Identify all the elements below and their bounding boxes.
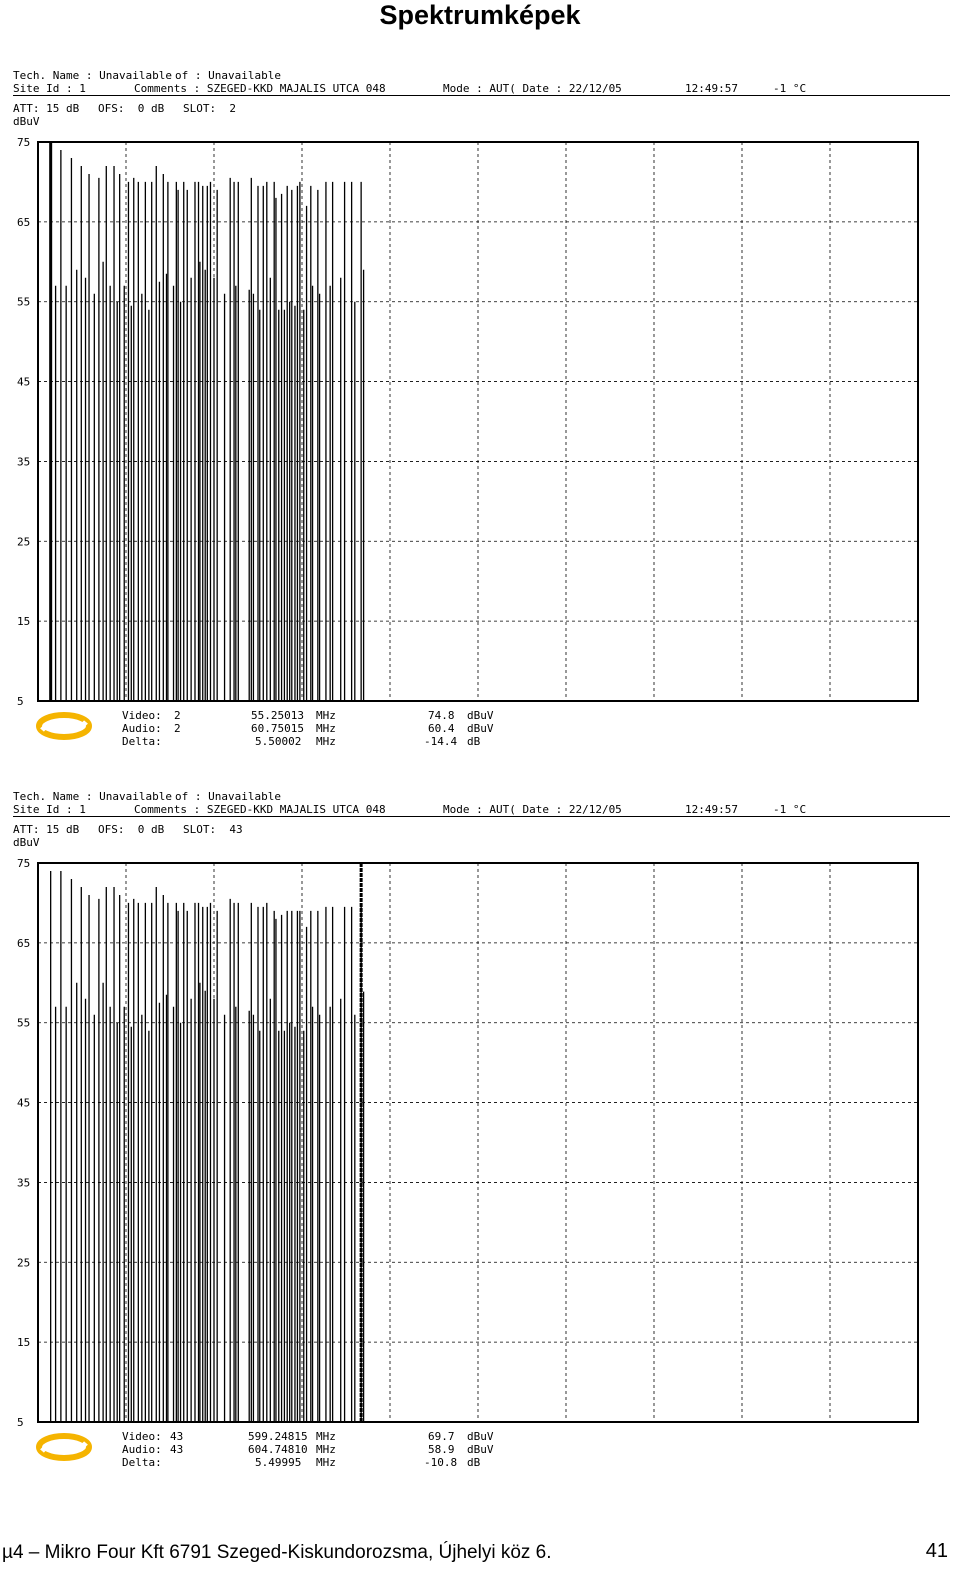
y-unit-label: dBuV (13, 115, 40, 128)
spectrum-plot (0, 66, 960, 766)
of-label: of : Unavailable (175, 790, 281, 803)
y-tick-label: 45 (17, 375, 31, 389)
audio-channel: 2 (174, 722, 181, 735)
delta-frequency-unit: MHz (316, 1456, 336, 1469)
y-tick-label: 45 (17, 1096, 31, 1110)
slot: SLOT: 2 (183, 102, 236, 115)
spectrum-panel-1 (0, 66, 960, 766)
attenuation: ATT: 15 dB (13, 102, 80, 115)
y-tick-label: 65 (17, 215, 31, 229)
site-id: Site Id : 1 (13, 82, 86, 95)
y-tick-label: 55 (17, 1016, 31, 1030)
audio-label: Audio: (122, 1443, 162, 1456)
y-tick-label: 35 (17, 1176, 31, 1190)
y-tick-label: 35 (17, 455, 31, 469)
mode-date: Mode : AUT( Date : 22/12/05 (443, 803, 622, 816)
audio-frequency-unit: MHz (316, 722, 336, 735)
page-number: 41 (925, 1540, 948, 1562)
delta-frequency: 5.50002 (255, 735, 302, 748)
tech-name: Tech. Name : Unavailable (13, 790, 172, 803)
mode-date: Mode : AUT( Date : 22/12/05 (443, 82, 622, 95)
attenuation: ATT: 15 dB (13, 823, 80, 836)
video-frequency: 599.24815 (248, 1430, 308, 1443)
video-frequency-unit: MHz (316, 1430, 336, 1443)
s-swoosh-logo-icon (36, 710, 92, 742)
footer-company: µ4 – Mikro Four Kft 6791 Szeged-Kiskundorozsma, Újhelyi köz 6. (2, 1542, 552, 1563)
video-level-unit: dBuV (467, 709, 494, 722)
video-level-unit: dBuV (467, 1430, 494, 1443)
delta-frequency: 5.49995 (255, 1456, 302, 1469)
delta-level-unit: dB (467, 735, 481, 748)
temperature: -1 °C (773, 803, 807, 816)
audio-label: Audio: (122, 722, 162, 735)
delta-label: Delta: (122, 735, 162, 748)
audio-frequency-unit: MHz (316, 1443, 336, 1456)
offset: OFS: 0 dB (98, 823, 165, 836)
y-tick-label: 55 (17, 295, 31, 309)
slot: SLOT: 43 (183, 823, 243, 836)
y-tick-label: 15 (17, 615, 31, 629)
delta-label: Delta: (122, 1456, 162, 1469)
video-level: 74.8 (428, 709, 455, 722)
video-channel: 43 (170, 1430, 184, 1443)
audio-level: 58.9 (428, 1443, 455, 1456)
y-tick-label: 25 (17, 1256, 31, 1270)
comments: Comments : SZEGED-KKD MAJALIS UTCA 048 (134, 82, 386, 95)
audio-level: 60.4 (428, 722, 455, 735)
page-footer (0, 1542, 960, 1566)
y-tick-label: 5 (17, 695, 24, 708)
video-channel: 2 (174, 709, 181, 722)
y-tick-label: 15 (17, 1336, 31, 1350)
y-tick-label: 75 (17, 857, 31, 870)
video-level: 69.7 (428, 1430, 455, 1443)
delta-frequency-unit: MHz (316, 735, 336, 748)
time: 12:49:57 (685, 82, 738, 95)
audio-level-unit: dBuV (467, 722, 494, 735)
audio-frequency: 60.75015 (251, 722, 304, 735)
s-swoosh-logo-icon (36, 1431, 92, 1463)
tech-name: Tech. Name : Unavailable (13, 69, 172, 82)
audio-frequency: 604.74810 (248, 1443, 308, 1456)
delta-level: -10.8 (424, 1456, 458, 1469)
of-label: of : Unavailable (175, 69, 281, 82)
y-tick-label: 65 (17, 936, 31, 950)
site-id: Site Id : 1 (13, 803, 86, 816)
y-unit-label: dBuV (13, 836, 40, 849)
spectrum-panel-2 (0, 787, 960, 1487)
page-title: Spektrumképek (379, 0, 581, 30)
delta-level: -14.4 (424, 735, 458, 748)
time: 12:49:57 (685, 803, 738, 816)
spectrum-plot (0, 787, 960, 1487)
video-frequency-unit: MHz (316, 709, 336, 722)
video-label: Video: (122, 709, 162, 722)
offset: OFS: 0 dB (98, 102, 165, 115)
delta-level-unit: dB (467, 1456, 481, 1469)
audio-level-unit: dBuV (467, 1443, 494, 1456)
audio-channel: 43 (170, 1443, 184, 1456)
y-tick-label: 5 (17, 1416, 24, 1429)
y-tick-label: 25 (17, 535, 31, 549)
comments: Comments : SZEGED-KKD MAJALIS UTCA 048 (134, 803, 386, 816)
video-frequency: 55.25013 (251, 709, 304, 722)
y-tick-label: 75 (17, 136, 31, 149)
temperature: -1 °C (773, 82, 807, 95)
video-label: Video: (122, 1430, 162, 1443)
